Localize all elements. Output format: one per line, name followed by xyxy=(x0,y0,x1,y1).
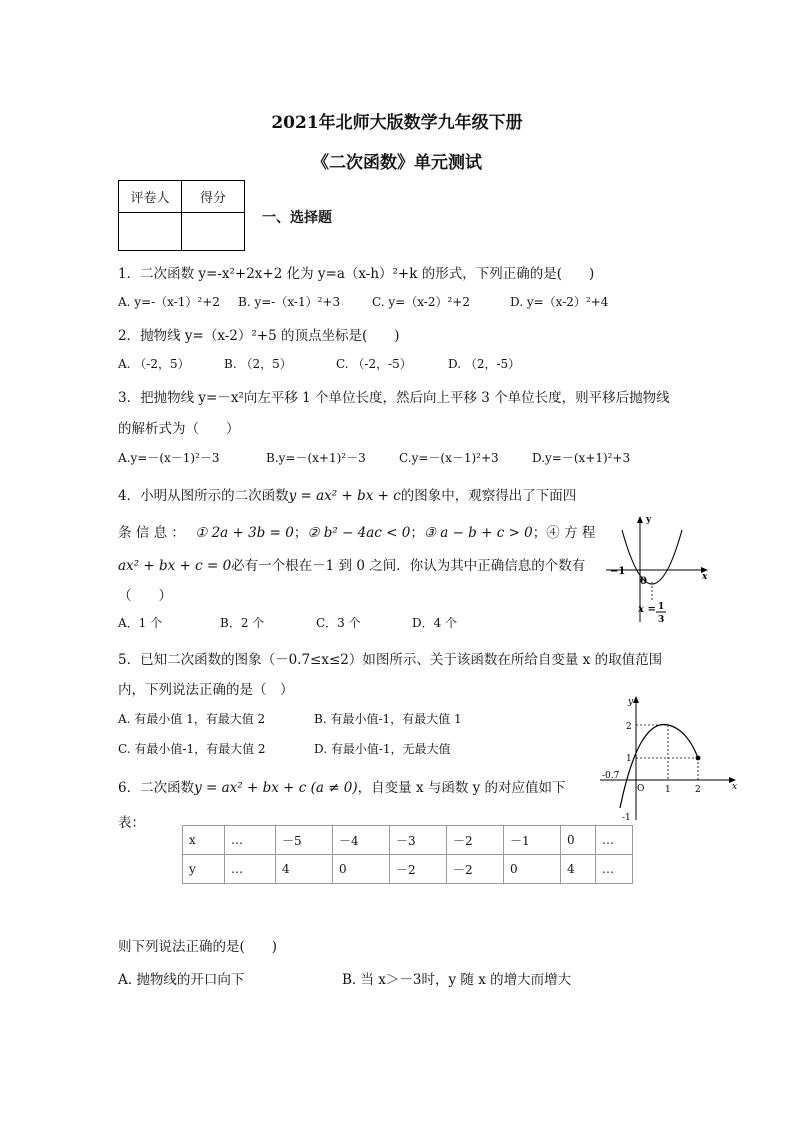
q3-option-c[interactable]: C.y=－(x－1)²+3 xyxy=(399,451,499,465)
q4-line1-text-a: 4．小明从图所示的二次函数 xyxy=(118,488,289,504)
q6-option-b[interactable]: B. 当 x＞－3时，y 随 x 的增大而增大 xyxy=(342,972,572,988)
table-row xyxy=(183,826,633,855)
q4-origin-label: 0 xyxy=(640,576,647,587)
q6-value-table xyxy=(182,825,633,884)
q5-x-tick-neg07: -0.7 xyxy=(602,771,620,781)
q2-option-c[interactable]: C. （-2，-5） xyxy=(336,357,412,371)
q1-option-b[interactable]: B. y=-（x-1）²+3 xyxy=(238,295,341,309)
table-cell: －4 xyxy=(333,826,390,855)
table-cell: －1 xyxy=(504,826,561,855)
question-1-stem: 1．二次函数 y=-x²+2x+2 化为 y=a（x-h）²+k 的形式，下列正确的是( ) xyxy=(118,266,595,282)
q3-option-a[interactable]: A.y=－(x－1)²－3 xyxy=(118,451,220,465)
q4-info-1: ① 2a + 3b = 0 xyxy=(195,525,294,541)
q4-info-4: ④ 方 程 xyxy=(546,525,596,541)
q5-parabola-graph xyxy=(596,690,746,826)
q5-option-b[interactable]: B. 有最小值-1，有最大值 1 xyxy=(314,712,462,726)
q2-option-b[interactable]: B. （2，5） xyxy=(224,357,292,371)
table-cell: －3 xyxy=(390,826,447,855)
table-cell: －5 xyxy=(276,826,333,855)
table-cell: x xyxy=(183,826,225,855)
table-cell: … xyxy=(225,826,276,855)
question-4-line2: 条 信 息 ： ① 2a + 3b = 0；② b² − 4ac < 0；③ a − b + c > 0；④ 方 程 xyxy=(118,525,596,541)
q5-parabola-curve xyxy=(620,724,698,808)
q4-info-2: ② b² − 4ac < 0 xyxy=(307,525,411,541)
q6-stem-text-b: ，自变量 x 与函数 y 的对应值如下 xyxy=(357,780,566,796)
table-cell: y xyxy=(183,855,225,884)
grader-label: 评卷人 xyxy=(119,181,182,213)
q6-prompt: 则下列说法正确的是( ) xyxy=(118,939,278,955)
q5-y-tick-neg1: -1 xyxy=(622,813,631,823)
q4-y-arrow xyxy=(637,516,643,523)
q5-origin-label: O xyxy=(637,784,645,794)
question-2-stem: 2．抛物线 y=（x-2）²+5 的顶点坐标是( ) xyxy=(118,328,400,344)
q5-x-label: x xyxy=(732,782,738,792)
q5-y-label: y xyxy=(628,697,634,707)
question-3-stem-line2: 的解析式为（ ） xyxy=(118,421,240,437)
q4-parabola-curve xyxy=(622,530,682,584)
section-heading: 一、选择题 xyxy=(262,210,332,226)
question-6-line2: 表： xyxy=(118,815,145,831)
table-cell: 0 xyxy=(504,855,561,884)
q4-y-label: y xyxy=(646,515,652,525)
question-3-stem-line1: 3．把抛物线 y=－x²向左平移 1 个单位长度，然后向上平移 3 个单位长度，则平移后抛物线 xyxy=(118,390,670,406)
q3-option-b[interactable]: B.y=－(x+1)²－3 xyxy=(266,451,366,465)
q1-option-c[interactable]: C. y=（x-2）²+2 xyxy=(372,295,470,309)
q1-option-a[interactable]: A. y=-（x-1）²+2 xyxy=(118,295,220,309)
question-4-line3 xyxy=(118,554,585,574)
q4-axis-equation: x = xyxy=(638,604,656,615)
q5-option-c[interactable]: C. 有最小值-1，有最大值 2 xyxy=(118,742,266,756)
q4-frac-denominator: 3 xyxy=(658,615,665,625)
q4-neg-one-label: −1 xyxy=(610,566,626,577)
doc-title: 2021年北师大版数学九年级下册 xyxy=(271,113,523,133)
q5-x-tick-1: 1 xyxy=(665,785,671,795)
question-5-stem-line2: 内，下列说法正确的是（ ） xyxy=(118,682,294,698)
score-cell[interactable] xyxy=(182,213,245,251)
score-label: 得分 xyxy=(182,181,245,213)
q5-x-tick-2: 2 xyxy=(695,785,701,795)
q3-option-d[interactable]: D.y=－(x+1)²+3 xyxy=(532,451,631,465)
doc-subtitle: 《二次函数》单元测试 xyxy=(312,153,482,173)
q5-y-tick-2: 2 xyxy=(626,722,632,732)
q6-option-a[interactable]: A. 抛物线的开口向下 xyxy=(118,972,245,988)
q5-option-a[interactable]: A. 有最小值 1，有最大值 2 xyxy=(118,712,266,726)
table-cell: 4 xyxy=(276,855,333,884)
q4-x-label: x xyxy=(702,572,708,582)
table-cell: －2 xyxy=(447,855,504,884)
q6-stem-formula: y = ax² + bx + c (a ≠ 0) xyxy=(194,780,358,796)
q4-frac-numerator: 1 xyxy=(658,602,665,612)
grader-cell[interactable] xyxy=(119,213,182,251)
table-row xyxy=(183,855,633,884)
q4-parabola-graph xyxy=(600,510,716,628)
q4-option-a[interactable]: A．1 个 xyxy=(118,616,163,630)
q4-line1-text-b: 的图象中，观察得出了下面四 xyxy=(400,488,577,504)
q4-option-c[interactable]: C．3 个 xyxy=(316,616,361,630)
table-cell: … xyxy=(596,855,633,884)
q4-line2-text: 条 信 息 ： xyxy=(118,525,185,541)
q1-option-d[interactable]: D. y=（x-2）²+4 xyxy=(510,295,609,309)
q4-line3-text: 必有一个根在－1 到 0 之间．你认为其中正确信息的个数有 xyxy=(231,558,586,574)
table-cell: 4 xyxy=(561,855,596,884)
table-cell: 0 xyxy=(333,855,390,884)
q6-stem-text-a: 6．二次函数 xyxy=(118,780,195,796)
q5-option-d[interactable]: D. 有最小值-1，无最大值 xyxy=(314,742,451,756)
q5-y-arrow xyxy=(633,696,639,703)
q4-info-3: ③ a − b + c > 0 xyxy=(423,525,533,541)
question-6-line1 xyxy=(118,776,566,796)
grader-table xyxy=(118,180,245,251)
q4-line3-formula: ax² + bx + c = 0 xyxy=(118,558,232,574)
table-cell: … xyxy=(225,855,276,884)
q5-endpoint-dot xyxy=(696,756,701,761)
question-5-stem-line1: 5．已知二次函数的图象（－0.7≤x≤2）如图所示、关于该函数在所给自变量 x 的取值范围 xyxy=(118,652,663,668)
question-4-line1 xyxy=(118,484,576,504)
q5-y-tick-1: 1 xyxy=(626,754,632,764)
q4-option-d[interactable]: D．4 个 xyxy=(412,616,458,630)
table-cell: －2 xyxy=(447,826,504,855)
table-cell: 0 xyxy=(561,826,596,855)
q2-option-d[interactable]: D. （2，-5） xyxy=(448,357,521,371)
table-cell: －2 xyxy=(390,855,447,884)
q2-option-a[interactable]: A. （-2，5） xyxy=(118,357,190,371)
q4-line1-formula: y = ax² + bx + c xyxy=(288,488,401,504)
table-cell: … xyxy=(596,826,633,855)
q4-option-b[interactable]: B．2 个 xyxy=(220,616,265,630)
question-4-line4: （ ） xyxy=(118,588,172,604)
